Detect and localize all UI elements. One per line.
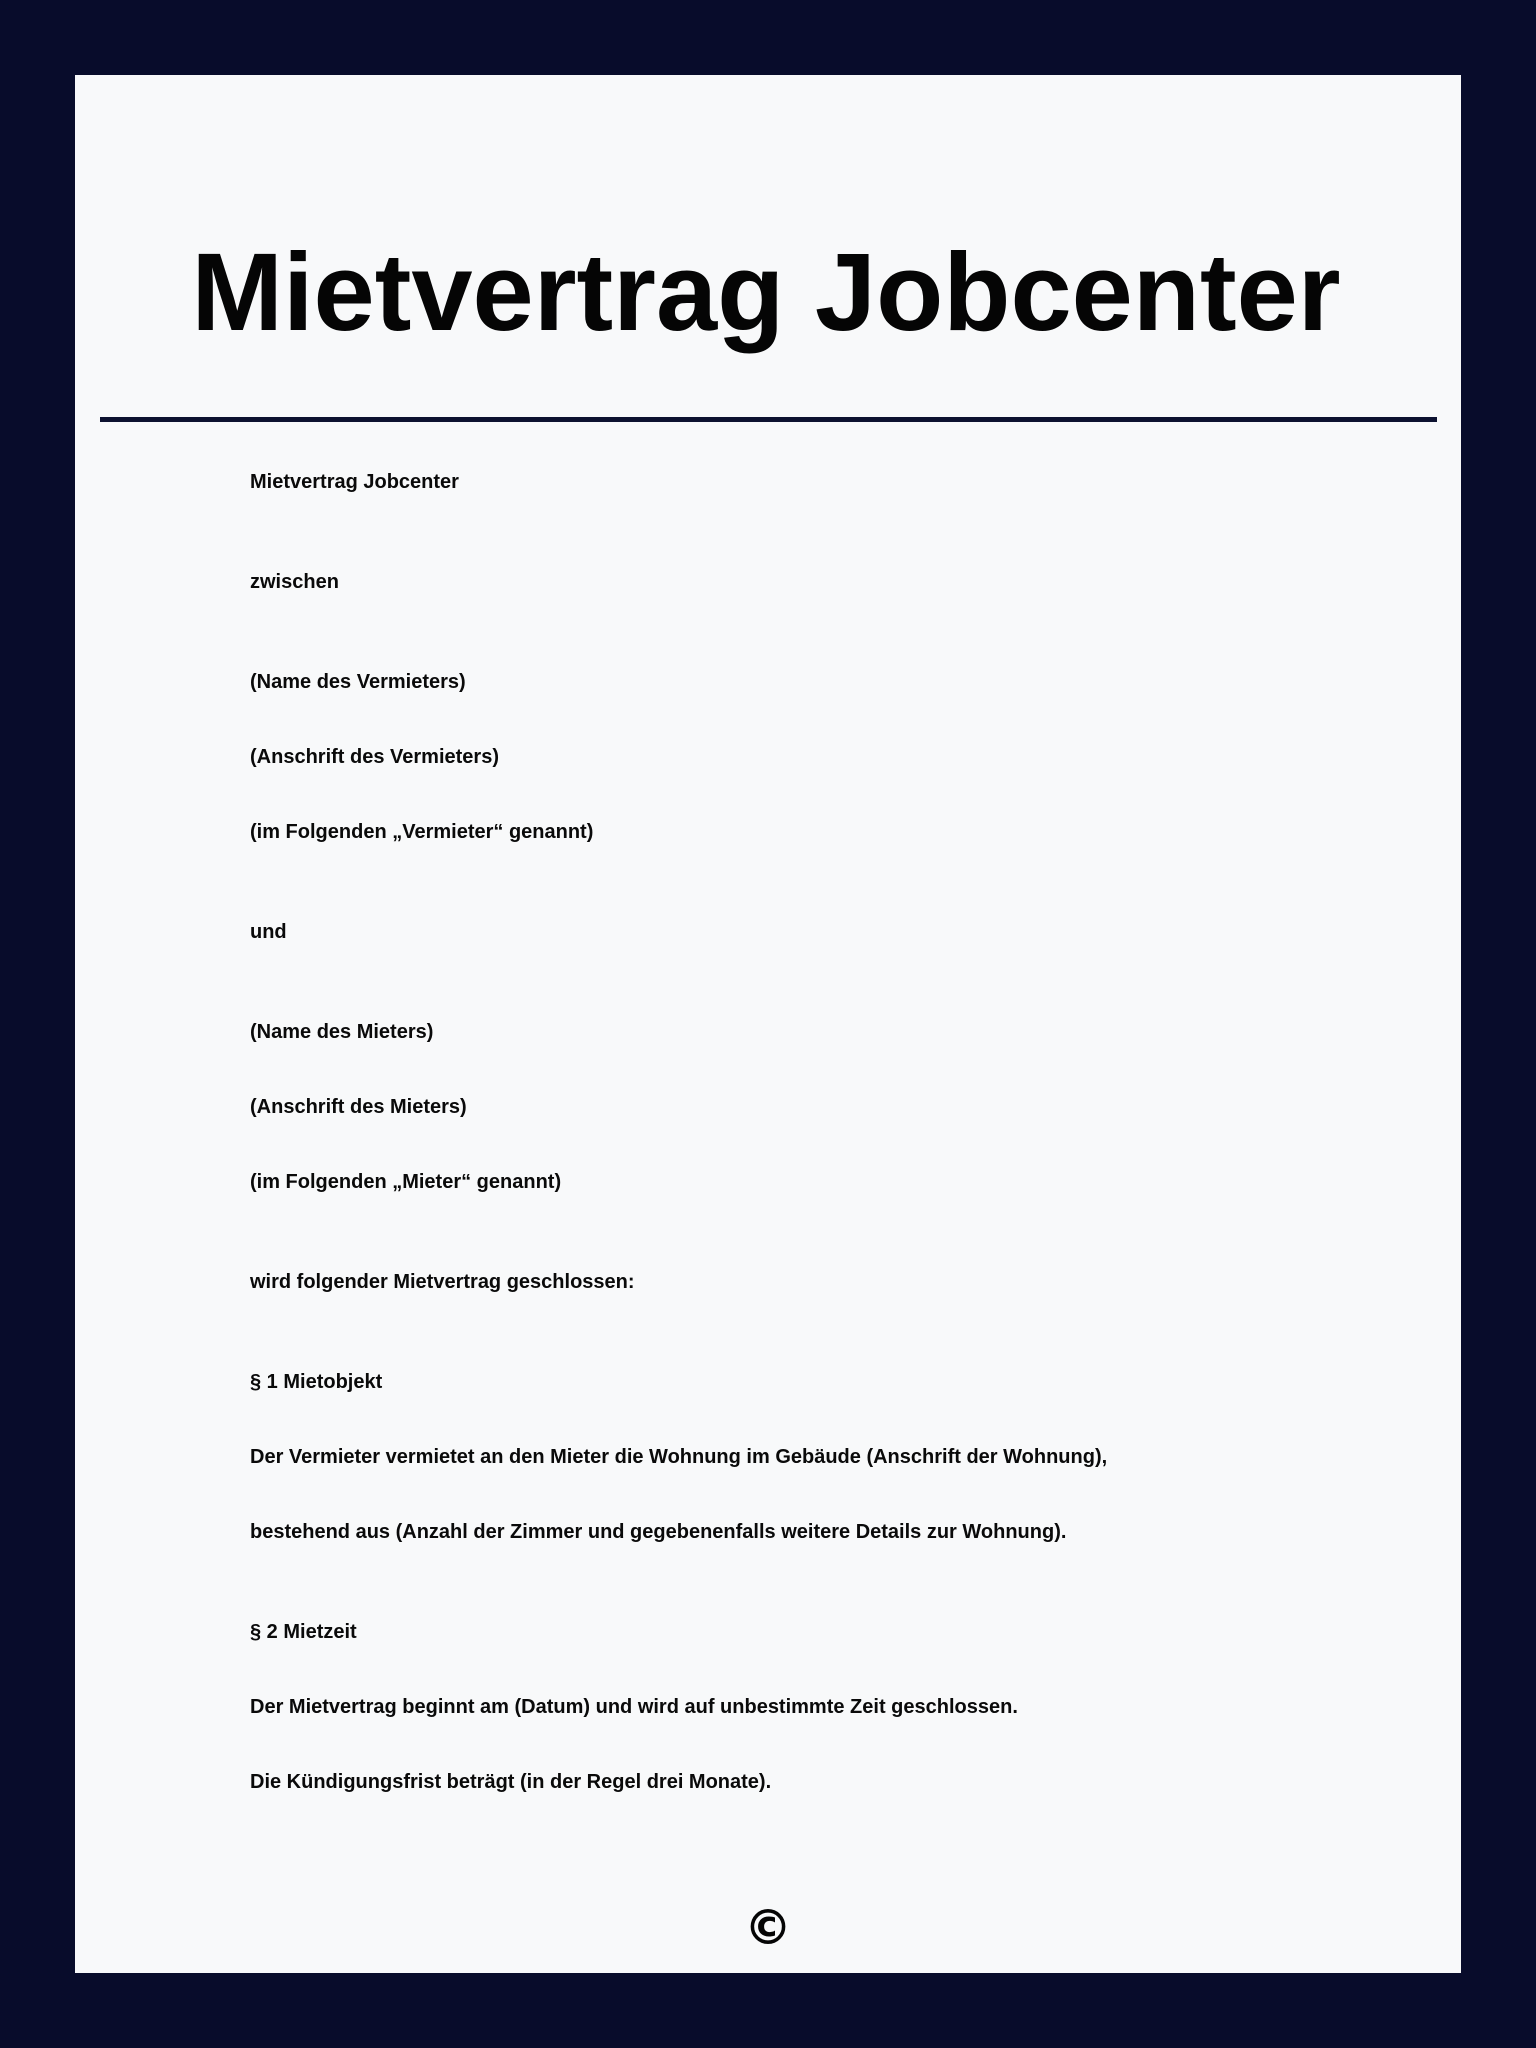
document-line: Mietvertrag Jobcenter	[250, 471, 459, 493]
document-line: (Name des Mieters)	[250, 1021, 434, 1043]
document-line: (Name des Vermieters)	[250, 671, 466, 693]
document-line: (Anschrift des Vermieters)	[250, 746, 499, 768]
document-line: (Anschrift des Mieters)	[250, 1096, 467, 1118]
section-heading: § 1 Mietobjekt	[250, 1371, 383, 1393]
document-line: und	[250, 921, 287, 943]
document-line: (im Folgenden „Mieter“ genannt)	[250, 1171, 562, 1193]
document-line: (im Folgenden „Vermieter“ genannt)	[250, 821, 594, 843]
document-line: Der Mietvertrag beginnt am (Datum) und wird auf unbestimmte Zeit geschlossen.	[250, 1696, 1018, 1718]
section-heading: § 2 Mietzeit	[250, 1621, 357, 1643]
document-line: Die Kündigungsfrist beträgt (in der Regel drei Monate).	[250, 1771, 772, 1793]
document-line: Der Vermieter vermietet an den Mieter die Wohnung im Gebäude (Anschrift der Wohnung),	[250, 1446, 1108, 1468]
document-line: zwischen	[250, 571, 339, 593]
document-line: bestehend aus (Anzahl der Zimmer und gegebenenfalls weitere Details zur Wohnung).	[250, 1521, 1067, 1543]
copyright-icon: ©	[744, 1900, 792, 1956]
document-line: wird folgender Mietvertrag geschlossen:	[250, 1271, 635, 1293]
document-title: Mietvertrag Jobcenter	[191, 231, 1341, 354]
title-divider	[100, 417, 1437, 422]
